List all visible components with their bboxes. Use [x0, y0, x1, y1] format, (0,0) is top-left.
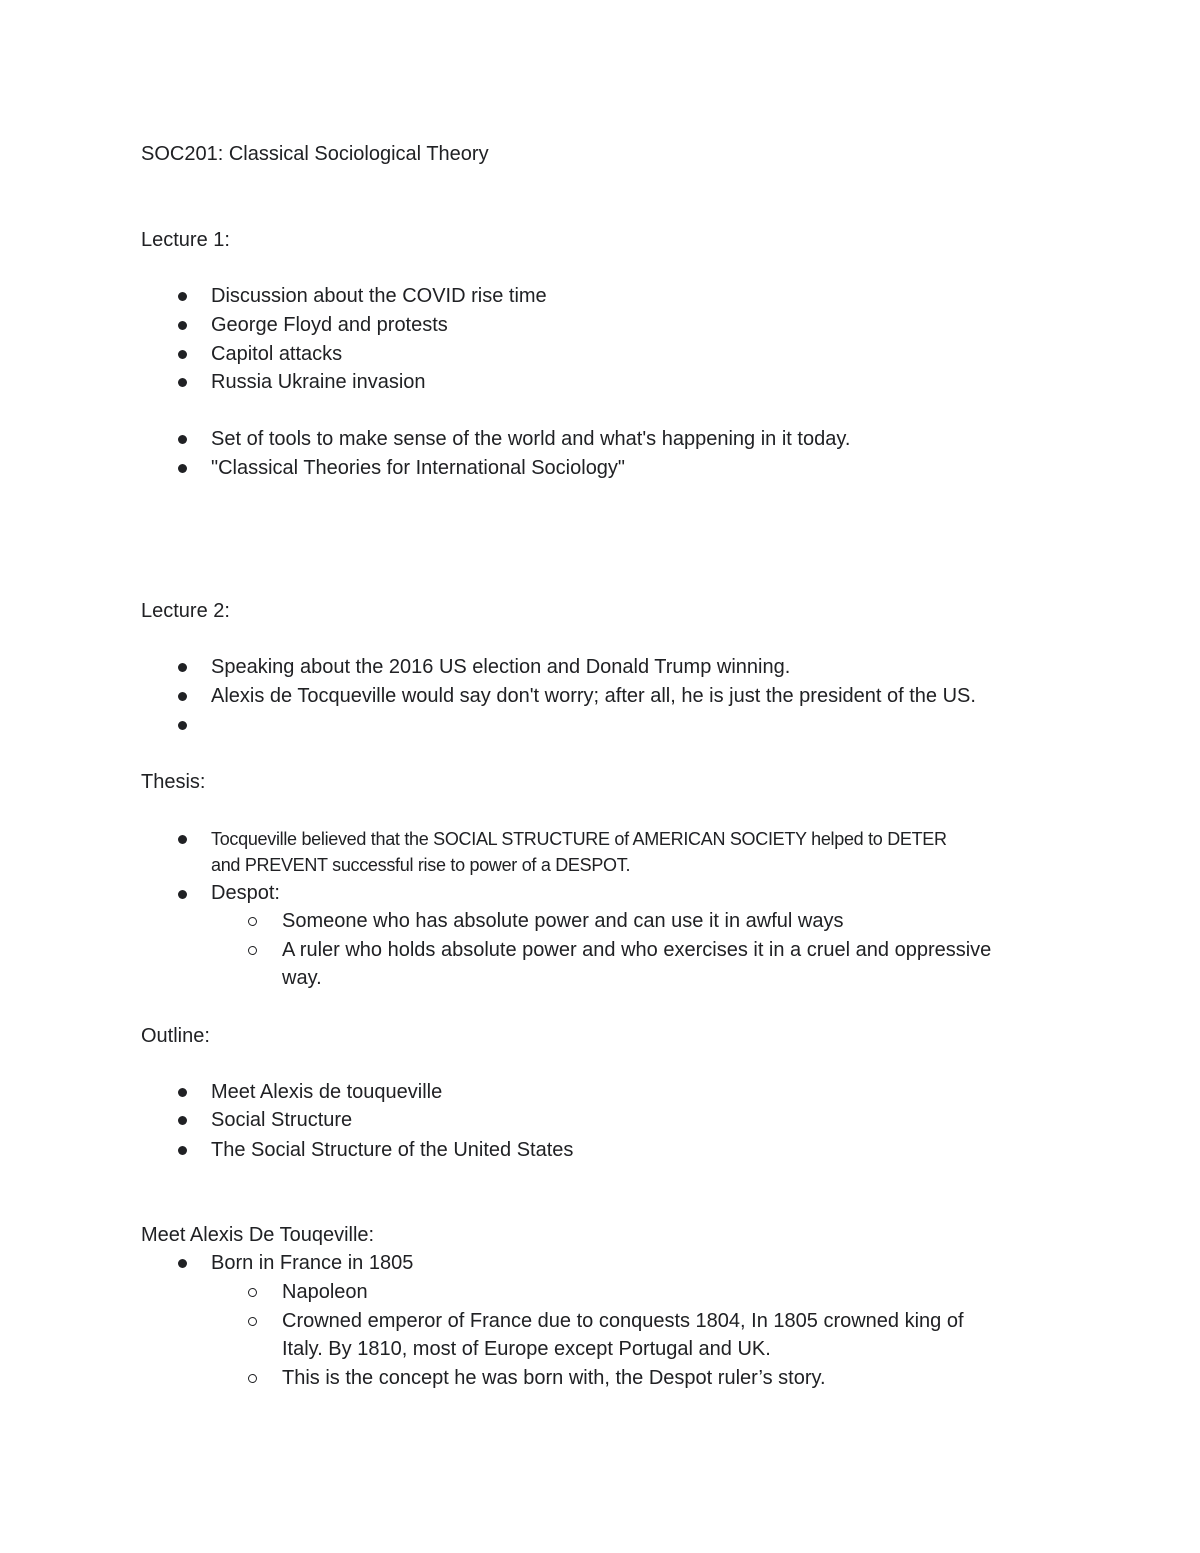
- sub-bullet-icon: [248, 1288, 257, 1297]
- list-item: Set of tools to make sense of the world and what's happening in it today.: [211, 428, 851, 450]
- list-item: Despot:: [211, 882, 280, 904]
- bullet-icon: [178, 663, 187, 672]
- list-item: Alexis de Tocqueville would say don't worry; after all, he is just the president of the US.: [211, 685, 976, 707]
- bullet-icon: [178, 292, 187, 301]
- sub-list-item: Crowned emperor of France due to conquests 1804, In 1805 crowned king of: [282, 1310, 964, 1332]
- bullet-icon: [178, 321, 187, 330]
- bullet-icon: [178, 1088, 187, 1097]
- bullet-icon: [178, 1116, 187, 1125]
- list-item: Speaking about the 2016 US election and Donald Trump winning.: [211, 656, 791, 678]
- sub-list-item-continuation: Italy. By 1810, most of Europe except Portugal and UK.: [282, 1338, 771, 1360]
- bullet-icon: [178, 435, 187, 444]
- lecture1-heading: Lecture 1:: [141, 229, 230, 251]
- bullet-icon: [178, 1146, 187, 1155]
- bullet-icon: [178, 378, 187, 387]
- lecture2-heading: Lecture 2:: [141, 600, 230, 622]
- sub-bullet-icon: [248, 946, 257, 955]
- bullet-icon: [178, 890, 187, 899]
- list-item-continuation: and PREVENT successful rise to power of a DESPOT.: [211, 855, 631, 875]
- sub-list-item-continuation: way.: [282, 967, 322, 989]
- meet-heading: Meet Alexis De Touqeville:: [141, 1224, 375, 1246]
- sub-list-item: Someone who has absolute power and can use it in awful ways: [282, 910, 844, 932]
- thesis-heading: Thesis:: [141, 771, 206, 793]
- list-item: Discussion about the COVID rise time: [211, 285, 547, 307]
- sub-list-item: Napoleon: [282, 1281, 368, 1303]
- list-item: Russia Ukraine invasion: [211, 371, 426, 393]
- list-item: Capitol attacks: [211, 343, 343, 365]
- bullet-icon: [178, 721, 187, 730]
- bullet-icon: [178, 350, 187, 359]
- sub-list-item: This is the concept he was born with, the Despot ruler’s story.: [282, 1367, 826, 1389]
- sub-bullet-icon: [248, 1317, 257, 1326]
- list-item: George Floyd and protests: [211, 314, 448, 336]
- list-item: Born in France in 1805: [211, 1252, 414, 1274]
- sub-list-item: A ruler who holds absolute power and who exercises it in a cruel and oppressive: [282, 939, 992, 961]
- list-item: Meet Alexis de touqueville: [211, 1081, 443, 1103]
- sub-bullet-icon: [248, 1374, 257, 1383]
- document-title: SOC201: Classical Sociological Theory: [141, 143, 489, 165]
- bullet-icon: [178, 1259, 187, 1268]
- bullet-icon: [178, 692, 187, 701]
- bullet-icon: [178, 464, 187, 473]
- list-item: Social Structure: [211, 1109, 353, 1131]
- list-item: The Social Structure of the United States: [211, 1139, 574, 1161]
- list-item: "Classical Theories for International Sociology": [211, 457, 626, 479]
- sub-bullet-icon: [248, 917, 257, 926]
- outline-heading: Outline:: [141, 1025, 210, 1047]
- bullet-icon: [178, 835, 187, 844]
- list-item: Tocqueville believed that the SOCIAL STRUCTURE of AMERICAN SOCIETY helped to DETER: [211, 829, 947, 849]
